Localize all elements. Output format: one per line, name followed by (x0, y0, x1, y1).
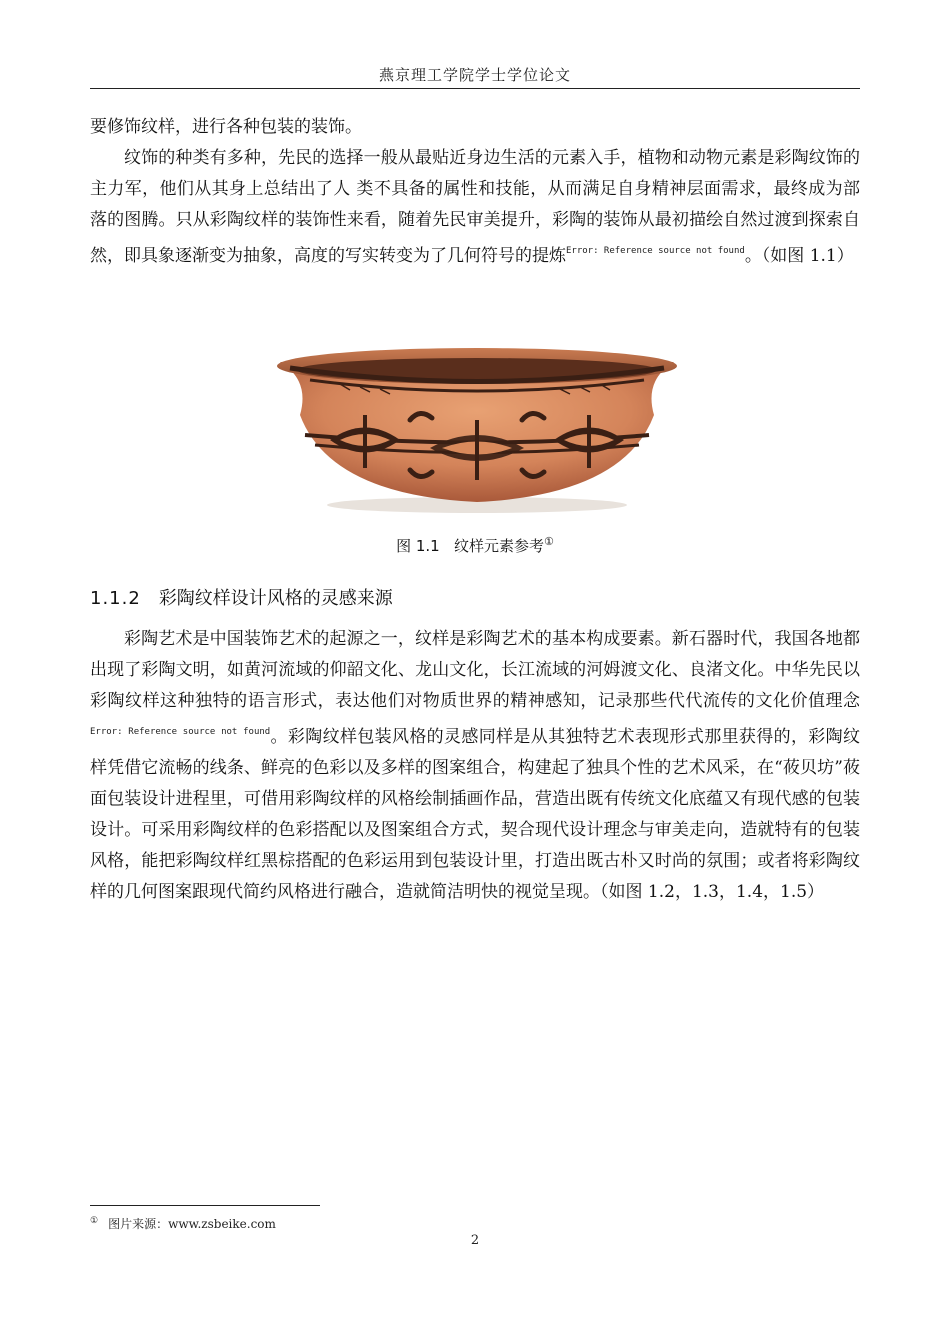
paragraph-2 (90, 143, 860, 272)
section-2-body (90, 624, 860, 908)
figure-footnote-mark: ① (544, 535, 554, 548)
figure-caption (90, 535, 860, 556)
footnote-mark: ① (90, 1216, 99, 1226)
paragraph-3-tail: 。彩陶纹样包装风格的灵感同样是从其独特艺术表现形式那里获得的，彩陶纹样凭借它流畅的线条、鲜亮的色彩以及多样的图案组合，构建起了独具个性的艺术风采，在“莜贝坊”莜面包装设计进程里，可借用彩陶纹样的风格绘制插画作品，营造出既有传统文化底蕴又有现代感的包装设计。可采用彩陶纹样的色彩搭配以及图案组合方式，契合现代设计理念与审美走向，造就特有的包装风格，能把彩陶纹样红黑棕搭配的色彩运用到包装设计里，打造出既古朴又时尚的氛围；或者将彩陶纹样的几何图案跟现代简约风格进行融合，造就简洁明快的视觉呈现。（如图 1.2，1.3，1.4，1.5） (90, 727, 861, 902)
paragraph-3 (90, 624, 860, 908)
section-title: 彩陶纹样设计风格的灵感来源 (158, 588, 393, 609)
paragraph-2-text: 纹饰的种类有多种，先民的选择一般从最贴近身边生活的元素入手，植物和动物元素是彩陶纹饰的主力军，他们从其身上总结出了人 类不具备的属性和技能，从而满足自身精神层面需求，最终成为部落的图腾。只从彩陶纹样的装饰性来看，随着先民审美提升，彩陶的装饰从最初描绘自然过渡到探索自然，即具象逐渐变为抽象，高度的写实转变为了几何符号的提炼 (90, 148, 860, 266)
footnote-rule (90, 1205, 320, 1206)
page-header-title: 燕京理工学院学士学位论文 (378, 66, 571, 84)
figure-caption-text: 纹样元素参考 (454, 537, 545, 555)
reference-error-1: Error: Reference source not found (566, 246, 745, 256)
paragraph-3-text: 彩陶艺术是中国装饰艺术的起源之一，纹样是彩陶艺术的基本构成要素。新石器时代，我国各地都出现了彩陶文明，如黄河流域的仰韶文化、龙山文化，长江流域的河姆渡文化、良渚文化。中华先民以彩陶纹样这种独特的语言形式，表达他们对物质世界的精神感知，记录那些代代流传的文化价值理念 (90, 629, 860, 711)
paragraph-2-tail: 。（如图 1.1） (744, 246, 854, 266)
page-number: 2 (470, 1233, 480, 1248)
reference-error-2: Error: Reference source not found (90, 727, 271, 737)
paragraph-1: 要修饰纹样，进行各种包装的装饰。 (90, 117, 362, 137)
figure-caption-label: 图 1.1 (396, 537, 440, 555)
section-1-body (90, 112, 860, 272)
pottery-bowl-image (270, 340, 684, 515)
section-number: 1.1.2 (90, 588, 141, 609)
footnote (90, 1215, 276, 1232)
section-heading (90, 584, 860, 610)
header-rule (90, 88, 860, 89)
footnote-text: 图片来源：www.zsbeike.com (108, 1217, 276, 1231)
